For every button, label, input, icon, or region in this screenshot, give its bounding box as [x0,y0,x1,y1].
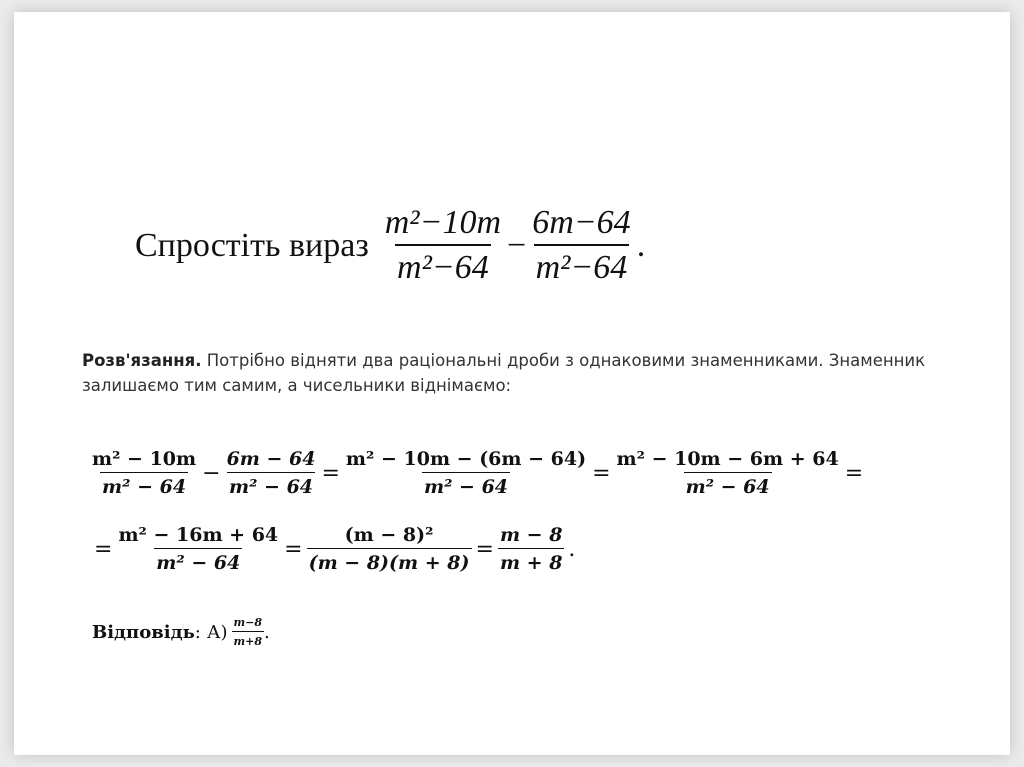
line1-fraction-3-denominator: m² − 64 [422,472,510,498]
line2-fraction-1-denominator: m² − 64 [154,548,242,574]
problem-fraction-2-numerator: 6m−64 [532,204,631,241]
answer-colon: : [194,621,201,643]
problem-period: . [636,226,646,264]
equation-line-2 [90,524,579,574]
problem-statement [135,204,649,287]
answer-fraction-numerator: m−8 [233,616,263,629]
line1-fraction-1-numerator: m² − 10m [92,448,197,470]
line1-fraction-4-denominator: m² − 64 [684,472,772,498]
line1-fraction-1 [90,448,198,498]
line2-fraction-1-numerator: m² − 16m + 64 [118,524,279,546]
line1-fraction-2-denominator: m² − 64 [227,472,315,498]
answer-line [92,616,270,648]
line1-fraction-3-numerator: m² − 10m − (6m − 64) [345,448,587,470]
line2-fraction-2-denominator: (m − 8)(m + 8) [307,548,472,574]
line2-fraction-3 [498,524,564,574]
line2-fraction-2-numerator: (m − 8)² [344,524,434,546]
problem-fraction-1 [383,204,503,287]
line1-equals-2: = [592,460,611,486]
line2-equals-2: = [475,536,494,562]
problem-minus-sign: − [507,226,527,264]
line1-fraction-3 [344,448,588,498]
answer-fraction-denominator: m+8 [232,631,265,648]
problem-fraction-2-denominator: m²−64 [534,244,630,287]
line2-fraction-3-denominator: m + 8 [498,548,564,574]
line1-equals-3: = [844,460,864,486]
answer-label: Відповідь [92,621,195,643]
line2-fraction-1 [116,524,280,574]
line2-fraction-3-numerator: m − 8 [499,524,563,546]
solution-paragraph [82,348,982,398]
equation-line-1 [90,448,867,498]
problem-fraction-2 [530,204,633,287]
line1-fraction-2 [225,448,318,498]
line1-fraction-4-numerator: m² − 10m − 6m + 64 [616,448,839,470]
line2-equals-1: = [284,536,303,562]
answer-period: . [264,621,270,643]
line1-fraction-1-denominator: m² − 64 [100,472,188,498]
problem-fraction-1-numerator: m²−10m [384,204,501,241]
line2-equals-0: = [94,536,113,562]
solution-lead: Розв'язання. [82,351,202,370]
line2-period: . [568,536,576,562]
line1-equals-1: = [321,460,340,486]
answer-fraction [232,616,265,648]
line2-fraction-2 [307,524,472,574]
line1-fraction-2-numerator: 6m − 64 [226,448,316,470]
solution-text: Потрібно відняти два раціональні дроби з однаковими знаменниками. Знаменник залишаємо тим самим, а чисельники віднімаємо: [82,351,926,395]
line1-minus-sign: − [202,460,221,486]
problem-label: Спростіть вираз [135,226,369,264]
line1-fraction-4 [615,448,841,498]
problem-fraction-1-denominator: m²−64 [395,244,491,287]
slide-page [14,12,1010,755]
answer-option: А) [206,621,228,643]
